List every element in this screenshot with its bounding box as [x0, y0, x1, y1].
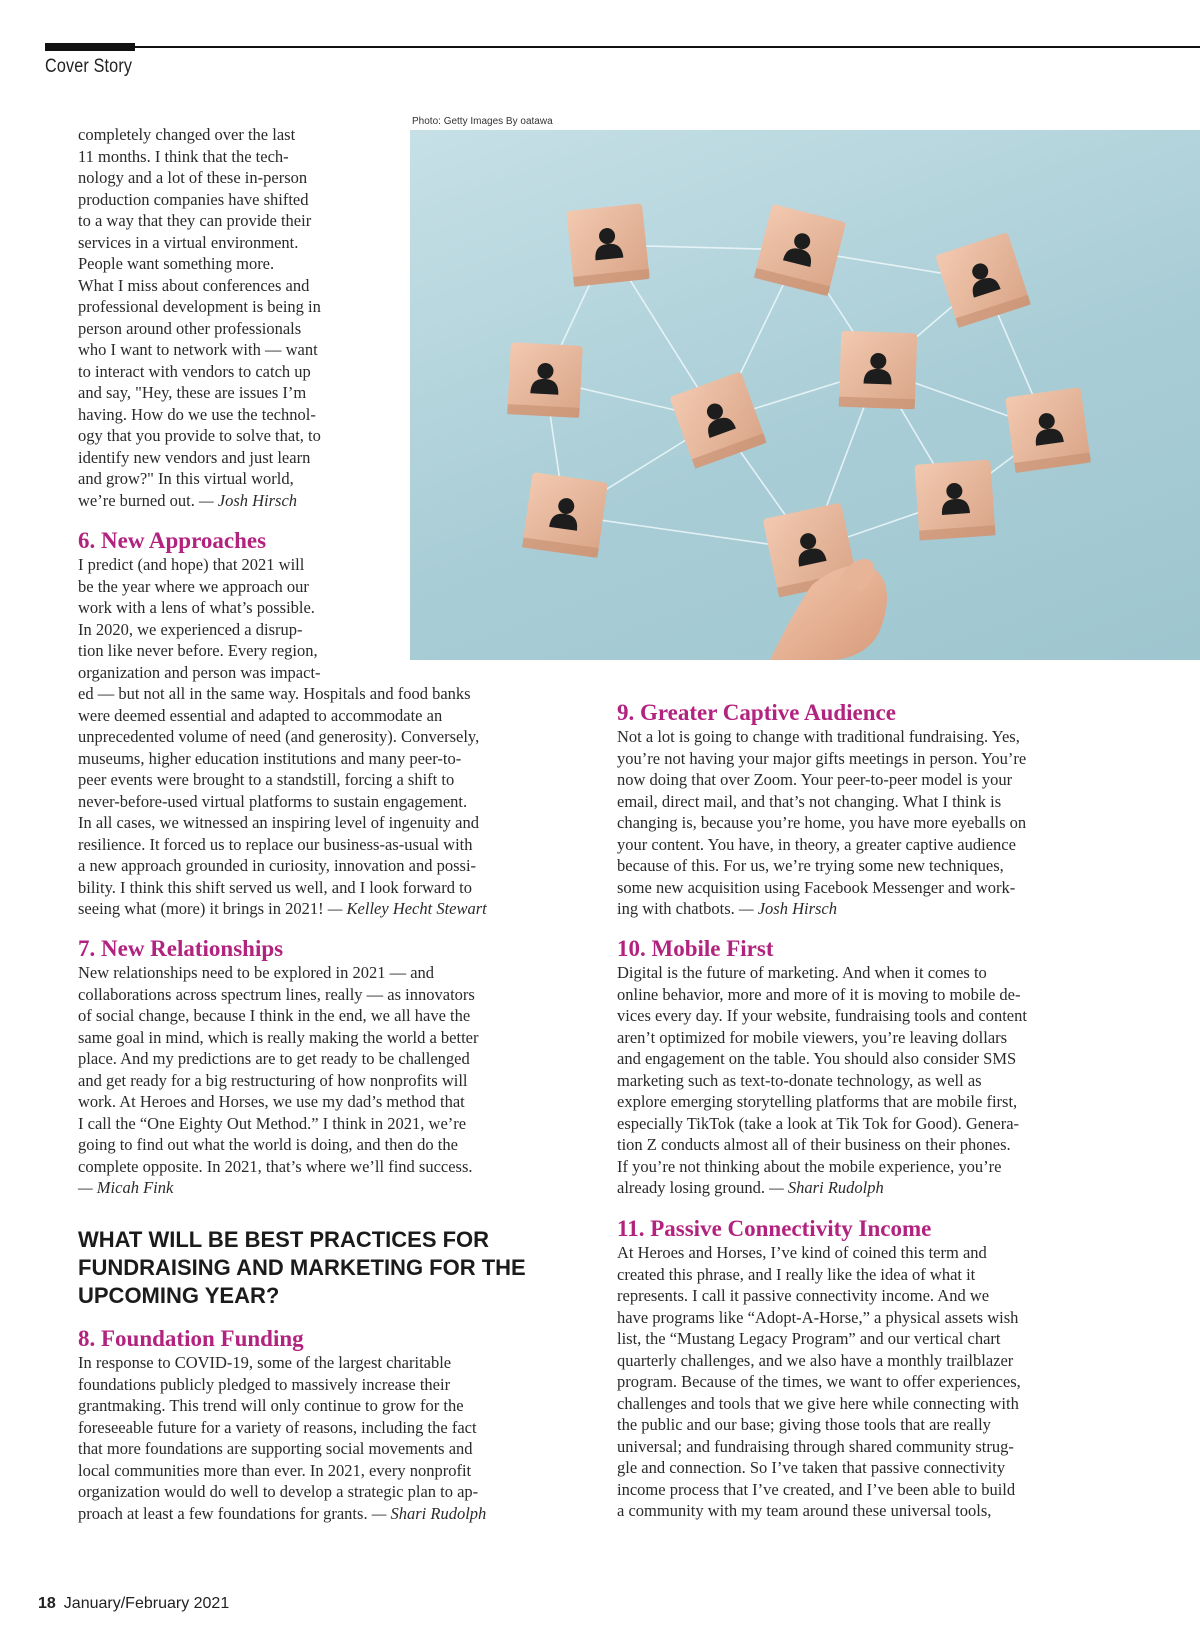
person-cube — [507, 342, 583, 418]
text-line: program. Because of the times, we want to offer experiences, — [617, 1372, 1021, 1391]
text-line: online behavior, more and more of it is moving to mobile de- — [617, 984, 1021, 1004]
text-line: In 2020, we experienced a disrup- — [78, 619, 303, 639]
text-line: complete opposite. In 2021, that’s where we’ll find success. — [78, 1156, 473, 1176]
text-line: now doing that over Zoom. Your peer-to-peer model is your — [617, 770, 1013, 789]
text-line: created this phrase, and I really like the idea of what it — [617, 1264, 976, 1284]
person-cube — [935, 232, 1031, 328]
page-footer — [38, 1595, 229, 1613]
text-line: professional development is being in — [78, 297, 321, 316]
section-9 — [617, 700, 1137, 920]
text-line: I predict (and hope) that 2021 will — [78, 555, 305, 574]
section-paragraph — [617, 962, 1137, 1199]
person-cube — [1005, 387, 1091, 473]
text-line: gle and connection. So I’ve taken that passive connectivity — [617, 1458, 1006, 1477]
author-signature: — Shari Rudolph — [769, 1178, 884, 1197]
section-heading: 7. New Relationships — [78, 936, 284, 961]
text-line: your content. You have, in theory, a greater captive audience — [617, 834, 1016, 854]
text-line: have programs like “Adopt-A-Horse,” a physical assets wish — [617, 1307, 1019, 1327]
text-line: ing with chatbots. — [617, 899, 739, 918]
text-line: a new approach grounded in curiosity, innovation and possi- — [78, 856, 477, 875]
issue-date: January/February 2021 — [63, 1595, 230, 1612]
intro-paragraph — [78, 124, 388, 511]
text-line: email, direct mail, and that’s not changing. What I think is — [617, 791, 1002, 811]
text-line: marketing such as text-to-donate technology, as well as — [617, 1070, 982, 1090]
text-line: of social change, because I think in the end, we all have the — [78, 1006, 471, 1025]
section-heading: 9. Greater Captive Audience — [617, 700, 896, 725]
text-line: because of this. For us, we’re trying some new techniques, — [617, 856, 1004, 875]
section-label: Cover Story — [45, 56, 133, 77]
person-cube — [914, 459, 995, 540]
author-signature: — Micah Fink — [78, 1178, 174, 1197]
section-7 — [78, 936, 578, 1199]
text-line: aren’t optimized for mobile viewers, you’re leaving dollars — [617, 1027, 1008, 1047]
text-line: and engagement on the table. You should also consider SMS — [617, 1049, 1017, 1068]
text-line: proach at least a few foundations for grants. — [78, 1503, 372, 1523]
author-signature: — Shari Rudolph — [371, 1503, 487, 1523]
text-line: and say, "Hey, these are issues I’m — [78, 383, 307, 402]
text-line: tion Z conducts almost all of their business on their phones. — [617, 1135, 1011, 1154]
text-line: work. At Heroes and Horses, we use my dad’s method that — [78, 1092, 465, 1111]
section-paragraph — [78, 962, 578, 1199]
text-line: resilience. It forced us to replace our business-as-usual with — [78, 834, 473, 854]
text-line: nology and a lot of these in-person — [78, 168, 308, 187]
text-line: People want something more. — [78, 254, 275, 273]
text-line: collaborations across spectrum lines, really — as innovators — [78, 984, 475, 1004]
text-line: foundations publicly pledged to massively increase their — [78, 1374, 451, 1394]
text-line: services in a virtual environment. — [78, 232, 299, 252]
text-line: changing is, because you’re home, you have more eyeballs on — [617, 813, 1027, 832]
section-6 — [78, 528, 578, 920]
text-line: I call the “One Eighty Out Method.” I think in 2021, we’re — [78, 1113, 467, 1133]
text-line: who I want to network with — want — [78, 340, 318, 359]
section-heading: 11. Passive Connectivity Income — [617, 1216, 932, 1241]
text-line: New relationships need to be explored in 2021 — and — [78, 963, 435, 982]
text-line: place. And my predictions are to get ready to be challenged — [78, 1049, 470, 1068]
section-8 — [78, 1326, 578, 1524]
text-line: to interact with vendors to catch up — [78, 361, 311, 381]
text-line: ed — but not all in the same way. Hospitals and food banks — [78, 684, 471, 703]
text-line: we’re burned out. — [78, 490, 199, 510]
text-line: and get ready for a big restructuring of how nonprofits will — [78, 1070, 468, 1090]
text-line: already losing ground. — [617, 1178, 770, 1197]
text-line: to a way that they can provide their — [78, 211, 312, 230]
text-line: local communities more than ever. In 2021, every nonprofit — [78, 1460, 472, 1480]
text-line: a community with my team around these universal tools, — [617, 1501, 992, 1520]
text-line: museums, higher education institutions and many peer-to- — [78, 748, 462, 768]
author-signature: — Josh Hirsch — [198, 490, 298, 510]
section-paragraph — [617, 1242, 1137, 1522]
text-line: seeing what (more) it brings in 2021! — [78, 899, 328, 918]
text-line: especially TikTok (take a look at Tik Tok for Good). Genera- — [617, 1113, 1020, 1133]
person-cube — [566, 203, 650, 287]
text-line: peer events were brought to a standstill, forcing a shift to — [78, 770, 455, 789]
text-line: were deemed essential and adapted to accommodate an — [78, 705, 443, 725]
author-signature: — Josh Hirsch — [738, 899, 837, 918]
text-line: represents. I call it passive connectivity income. And we — [617, 1286, 990, 1305]
text-line: the public and our base; giving those tools that are really — [617, 1415, 991, 1434]
person-cube — [839, 331, 918, 410]
text-line: grantmaking. This trend will only continue to grow for the — [78, 1396, 464, 1415]
text-line: completely changed over the last — [78, 125, 296, 144]
text-line: going to find out what the world is doing, and then do the — [78, 1135, 458, 1154]
text-line: be the year where we approach our — [78, 576, 309, 596]
text-line: Not a lot is going to change with traditional fundraising. Yes, — [617, 727, 1020, 746]
section-heading: 6. New Approaches — [78, 528, 267, 553]
section-11 — [617, 1216, 1137, 1522]
section-question-heading: WHAT WILL BE BEST PRACTICES FOR FUNDRAISING AND MARKETING FOR THE UPCOMING YEAR? — [78, 1227, 526, 1308]
header-rule — [135, 46, 1200, 48]
text-line: identify new vendors and just learn — [78, 447, 311, 467]
text-line: you’re not having your major gifts meetings in person. You’re — [617, 748, 1027, 768]
text-line: foreseeable future for a variety of reasons, including the fact — [78, 1417, 477, 1437]
person-cube — [669, 371, 766, 468]
text-line: production companies have shifted — [78, 189, 309, 209]
section-paragraph — [617, 726, 1137, 920]
author-signature: — Kelley Hecht Stewart — [327, 899, 487, 918]
text-line: Digital is the future of marketing. And when it comes to — [617, 963, 987, 982]
person-cube — [754, 204, 846, 296]
section-10 — [617, 936, 1137, 1199]
text-line: explore emerging storytelling platforms that are mobile first, — [617, 1092, 1018, 1111]
header-rule-thick — [45, 43, 135, 51]
section-paragraph — [78, 554, 578, 920]
text-line: challenges and tools that we give here while connecting with — [617, 1393, 1019, 1413]
text-line: At Heroes and Horses, I’ve kind of coined this term and — [617, 1243, 987, 1262]
text-line: that more foundations are supporting social movements and — [78, 1439, 473, 1458]
text-line: organization and person was impact- — [78, 662, 321, 682]
text-line: 11 months. I think that the tech- — [78, 146, 289, 166]
photo-credit: Photo: Getty Images By oatawa — [412, 116, 553, 127]
text-line: having. How do we use the technol- — [78, 404, 316, 424]
text-line: organization would do well to develop a strategic plan to ap- — [78, 1482, 479, 1501]
text-line: What I miss about conferences and — [78, 275, 310, 295]
text-line: person around other professionals — [78, 318, 302, 338]
text-line: same goal in mind, which is really making the world a better — [78, 1027, 479, 1047]
text-line: bility. I think this shift served us well, and I look forward to — [78, 877, 472, 897]
section-heading: 8. Foundation Funding — [78, 1326, 304, 1351]
section-heading: 10. Mobile First — [617, 936, 774, 961]
text-line: work with a lens of what’s possible. — [78, 598, 315, 617]
page-number: 18 — [38, 1595, 56, 1612]
text-line: In all cases, we witnessed an inspiring level of ingenuity and — [78, 813, 479, 832]
text-line: some new acquisition using Facebook Messenger and work- — [617, 877, 1016, 897]
section-paragraph — [78, 1352, 578, 1524]
text-line: list, the “Mustang Legacy Program” and our vertical chart — [617, 1329, 1001, 1348]
text-line: In response to COVID-19, some of the largest charitable — [78, 1353, 452, 1372]
text-line: vices every day. If your website, fundraising tools and content — [617, 1006, 1027, 1025]
text-line: ogy that you provide to solve that, to — [78, 426, 321, 445]
text-line: income process that I’ve created, and I’ve been able to build — [617, 1479, 1016, 1499]
text-line: and grow?" In this virtual world, — [78, 469, 294, 488]
text-line: tion like never before. Every region, — [78, 641, 318, 660]
text-line: quarterly challenges, and we also have a monthly trailblazer — [617, 1350, 1014, 1370]
text-line: If you’re not thinking about the mobile experience, you’re — [617, 1156, 1002, 1176]
text-line: universal; and fundraising through shared community strug- — [617, 1436, 1014, 1456]
text-line: never-before-used virtual platforms to sustain engagement. — [78, 791, 468, 811]
intro-column — [78, 124, 388, 511]
text-line: unprecedented volume of need (and generosity). Conversely, — [78, 727, 480, 746]
